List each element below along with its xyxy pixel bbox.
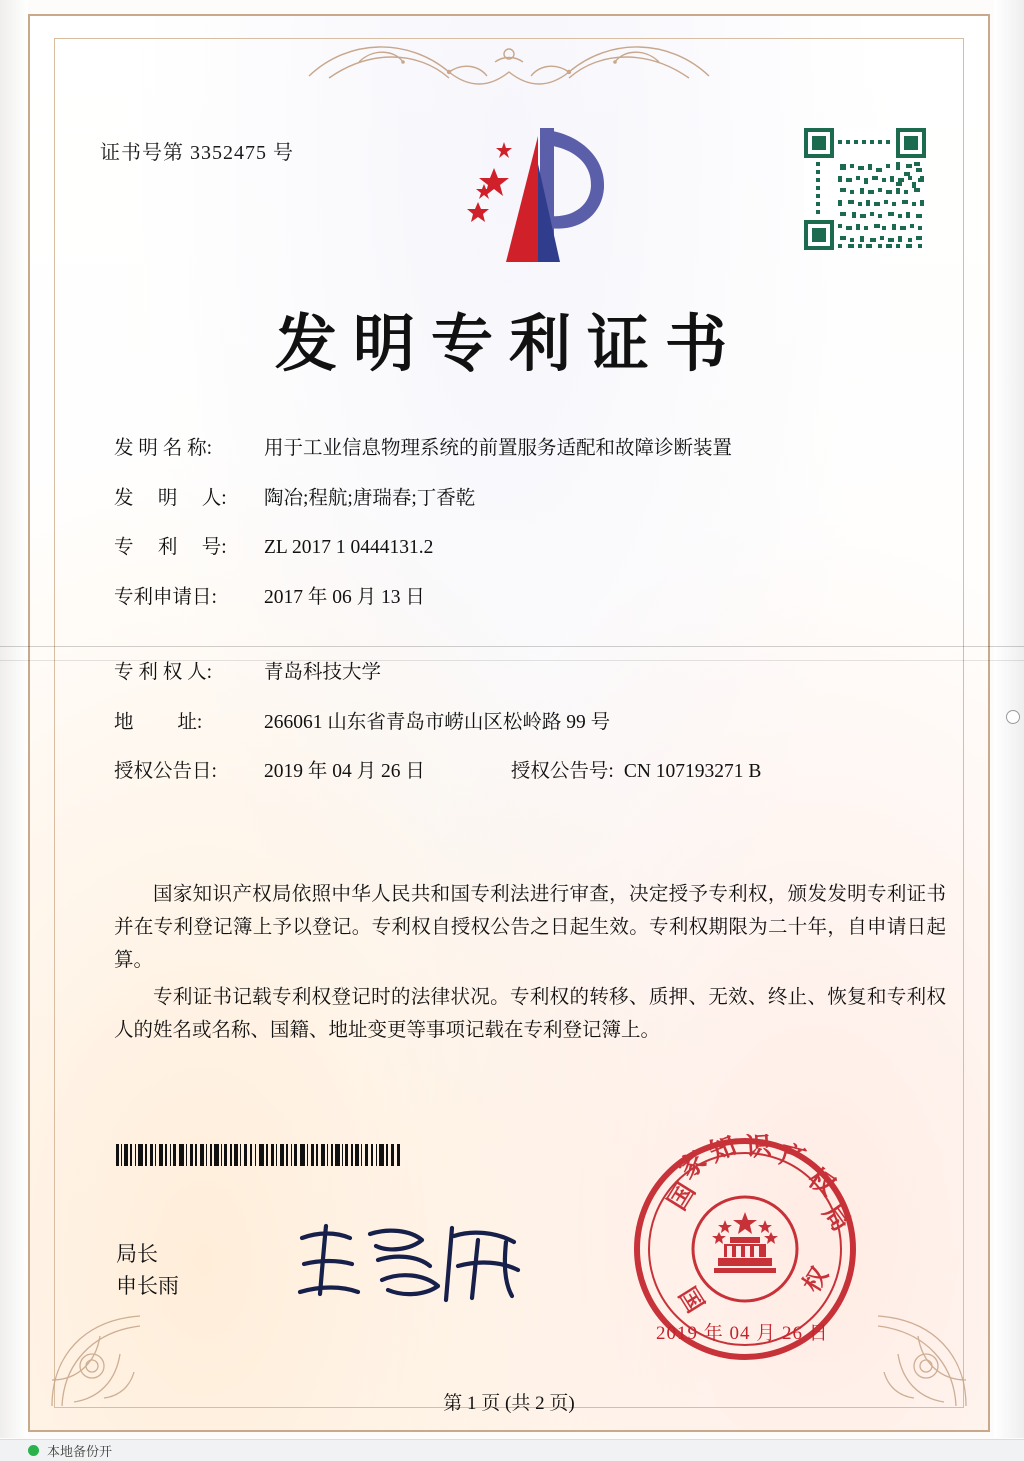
legal-text-block	[114, 878, 946, 1051]
svg-text:家: 家	[673, 1145, 713, 1186]
director-title-label: 局长	[116, 1242, 158, 1266]
grant-date-label: 授权公告日:	[114, 761, 217, 782]
field-grant-announcement	[114, 755, 944, 783]
signature-block	[116, 1238, 179, 1302]
field-value: 用于工业信息物理系统的前置服务适配和故障诊断装置	[264, 438, 733, 459]
field-inventors	[114, 482, 944, 510]
field-label: 发 明 名 称:	[114, 438, 213, 459]
field-application-date	[114, 581, 944, 609]
seal-date: 2019 年 04 月 26 日	[656, 1323, 829, 1344]
grant-number-value: CN 107193271 B	[623, 761, 762, 782]
top-ornament-decoration	[299, 32, 719, 90]
grant-number-label: 授权公告号:	[510, 761, 614, 782]
field-invention-name	[114, 432, 944, 460]
field-value: 2017 年 06 月 13 日	[264, 586, 425, 608]
field-value: ZL 2017 1 0444131.2	[264, 537, 434, 558]
svg-text:国: 国	[662, 1177, 702, 1216]
handwritten-signature-icon	[292, 1212, 542, 1308]
field-label: 地 址:	[114, 711, 203, 733]
field-label: 专 利 号:	[114, 537, 227, 558]
field-patent-number	[114, 531, 944, 559]
scan-edge-artifact	[1006, 710, 1020, 724]
svg-text:知: 知	[705, 1134, 741, 1169]
svg-text:识: 识	[744, 1134, 773, 1163]
field-label: 发 明 人:	[114, 487, 227, 509]
cnipa-logo-icon	[454, 124, 614, 269]
certificate-number: 证书号第 3352475 号	[100, 142, 294, 164]
svg-text:局: 局	[816, 1198, 856, 1238]
certificate-frame	[28, 14, 990, 1432]
grant-date-value: 2019 年 04 月 26 日	[264, 761, 425, 782]
svg-text:国: 国	[672, 1281, 711, 1318]
status-bar	[0, 1439, 1024, 1461]
paragraph-2: 专利证书记载专利权登记时的法律状况。专利权的转移、质押、无效、终止、恢复和专利权人的姓名或名称、国籍、地址变更等事项记载在专利登记簿上。	[114, 987, 946, 1041]
page-left-shadow	[0, 0, 28, 1438]
svg-text:产: 产	[776, 1139, 809, 1176]
qr-code-icon	[804, 128, 926, 250]
page-title: 发明专利证书	[274, 307, 743, 380]
field-label: 专 利 权 人:	[114, 662, 213, 683]
field-value: 陶冶;程航;唐瑞春;丁香乾	[264, 487, 476, 509]
scan-artifact-line	[0, 646, 1024, 647]
barcode-icon	[116, 1144, 402, 1166]
director-name-label: 申长雨	[116, 1274, 179, 1298]
field-value: 266061 山东省青岛市崂山区松岭路 99 号	[264, 711, 611, 733]
page-footer: 第 1 页 (共 2 页)	[443, 1393, 575, 1414]
field-value: 青岛科技大学	[264, 662, 382, 683]
green-dot-icon	[28, 1445, 39, 1456]
svg-text:权: 权	[802, 1162, 841, 1203]
field-group-spacer	[114, 630, 944, 656]
patent-field-list	[114, 432, 944, 805]
field-label: 专利申请日:	[114, 586, 217, 608]
field-address	[114, 706, 944, 734]
paragraph-1: 国家知识产权局依照中华人民共和国专利法进行审查，决定授予专利权，颁发发明专利证书并在专利登记簿上予以登记。专利权自授权公告之日起生效。专利权期限为二十年，自申请日起算。	[114, 884, 946, 971]
scan-artifact-line	[0, 660, 1024, 661]
status-bar-label: 本地备份开	[47, 1444, 113, 1459]
svg-text:权: 权	[796, 1261, 834, 1298]
